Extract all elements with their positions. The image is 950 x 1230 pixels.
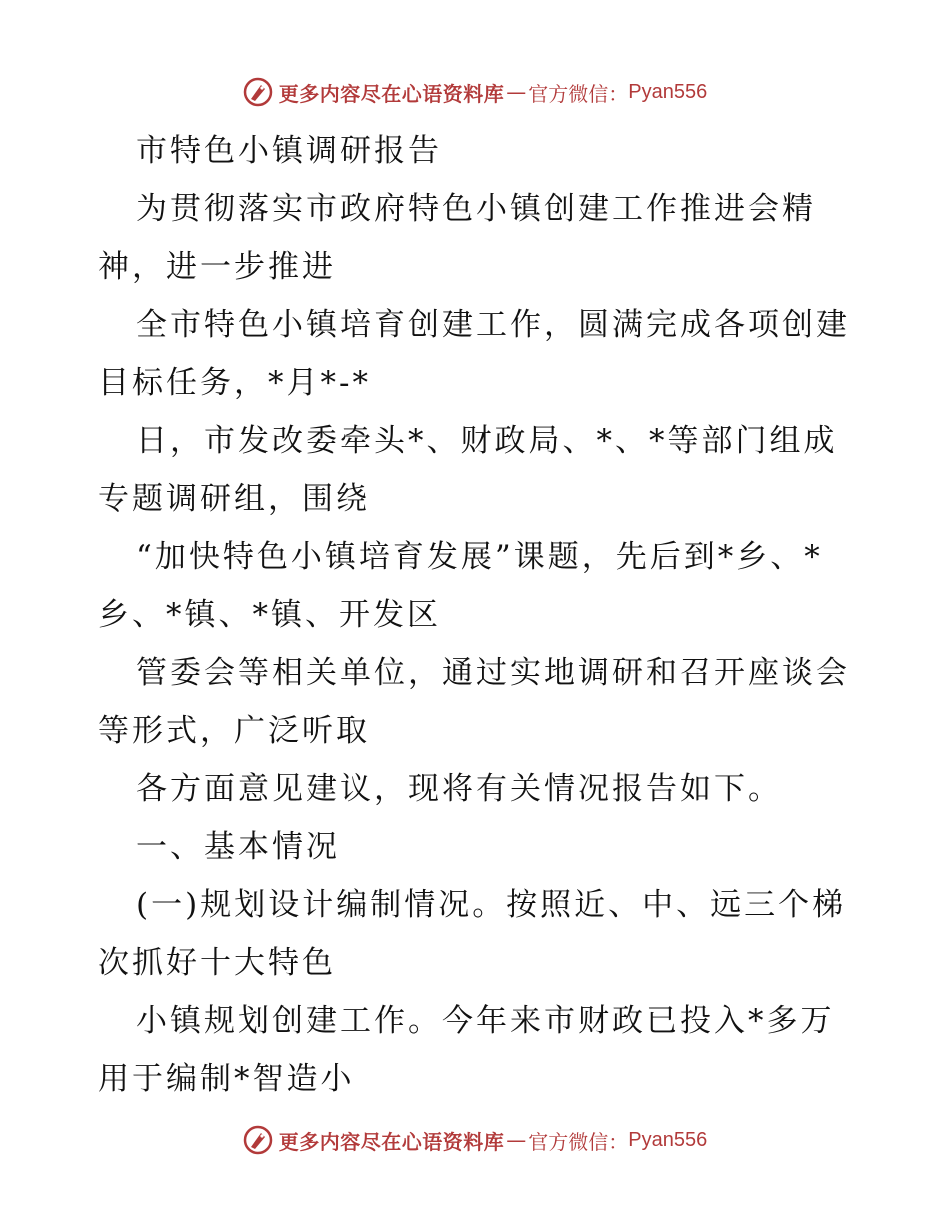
site-name: 更多内容尽在心语资料库 xyxy=(278,81,505,106)
paragraph: (一)规划设计编制情况。按照近、中、远三个梯次抓好十大特色 xyxy=(98,887,847,981)
paragraph: 管委会等相关单位，通过实地调研和召开座谈会等形式，广泛听取 xyxy=(98,655,850,749)
separator: — xyxy=(506,80,527,104)
wechat-label: 官方微信： xyxy=(528,1129,629,1154)
paragraph: 日，市发改委牵头*、财政局、*、*等部门组成专题调研组，围绕 xyxy=(98,423,838,517)
document-title: 市特色小镇调研报告 xyxy=(136,133,442,169)
document-body xyxy=(98,122,858,1108)
paragraph: 全市特色小镇培育创建工作，圆满完成各项创建目标任务，*月*-* xyxy=(98,307,850,401)
pen-nib-logo-icon xyxy=(243,1125,273,1155)
footer-watermark-banner xyxy=(0,1120,950,1160)
header-watermark-banner xyxy=(0,72,950,112)
wechat-id: Pyan556 xyxy=(628,80,708,103)
paragraph: 各方面意见建议，现将有关情况报告如下。 xyxy=(136,771,782,807)
separator: — xyxy=(506,1128,527,1152)
wechat-id: Pyan556 xyxy=(628,1128,708,1151)
section-heading: 一、基本情况 xyxy=(136,829,340,865)
wechat-label: 官方微信： xyxy=(528,81,629,106)
paragraph: 小镇规划创建工作。今年来市财政已投入*多万用于编制*智造小 xyxy=(98,1003,835,1097)
paragraph: “加快特色小镇培育发展”课题，先后到*乡、*乡、*镇、*镇、开发区 xyxy=(98,539,823,633)
pen-nib-logo-icon xyxy=(243,77,273,107)
paragraph: 为贯彻落实市政府特色小镇创建工作推进会精神，进一步推进 xyxy=(98,191,816,285)
site-name: 更多内容尽在心语资料库 xyxy=(278,1129,505,1154)
